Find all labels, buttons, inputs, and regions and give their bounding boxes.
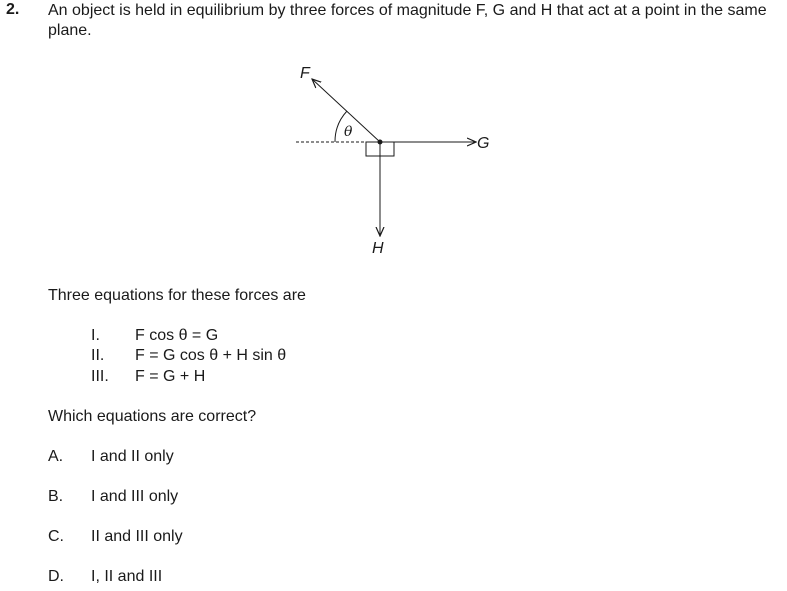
option-a-text[interactable]: I and II only <box>91 448 174 465</box>
equations-intro: Three equations for these forces are <box>48 287 306 304</box>
label-h: H <box>372 240 384 257</box>
equation-text: F = G cos θ + H sin θ <box>135 347 287 364</box>
option-d-text[interactable]: I, II and III <box>91 568 163 585</box>
equation-text: F = G + H <box>135 368 206 385</box>
label-g: G <box>477 135 490 152</box>
option-b-letter[interactable]: B. <box>48 488 64 505</box>
equation-numeral: II. <box>91 347 105 364</box>
option-b-text[interactable]: I and III only <box>91 488 179 505</box>
equation-numeral: III. <box>91 368 109 385</box>
label-theta: θ <box>344 124 353 140</box>
option-c-text[interactable]: II and III only <box>91 528 183 545</box>
question-prompt: Which equations are correct? <box>48 408 257 425</box>
option-d-letter[interactable]: D. <box>48 568 64 585</box>
equation-text: F cos θ = G <box>135 327 219 344</box>
option-a-letter[interactable]: A. <box>48 448 64 465</box>
label-f: F <box>300 65 310 82</box>
force-diagram <box>280 58 510 263</box>
option-c-letter[interactable]: C. <box>48 528 64 545</box>
point-of-application <box>378 140 383 145</box>
equation-numeral: I. <box>91 327 100 344</box>
question-stem: An object is held in equilibrium by three forces of magnitude F, G and H that act at a point in the same plane. <box>48 2 767 39</box>
question-number: 2. <box>6 1 20 18</box>
